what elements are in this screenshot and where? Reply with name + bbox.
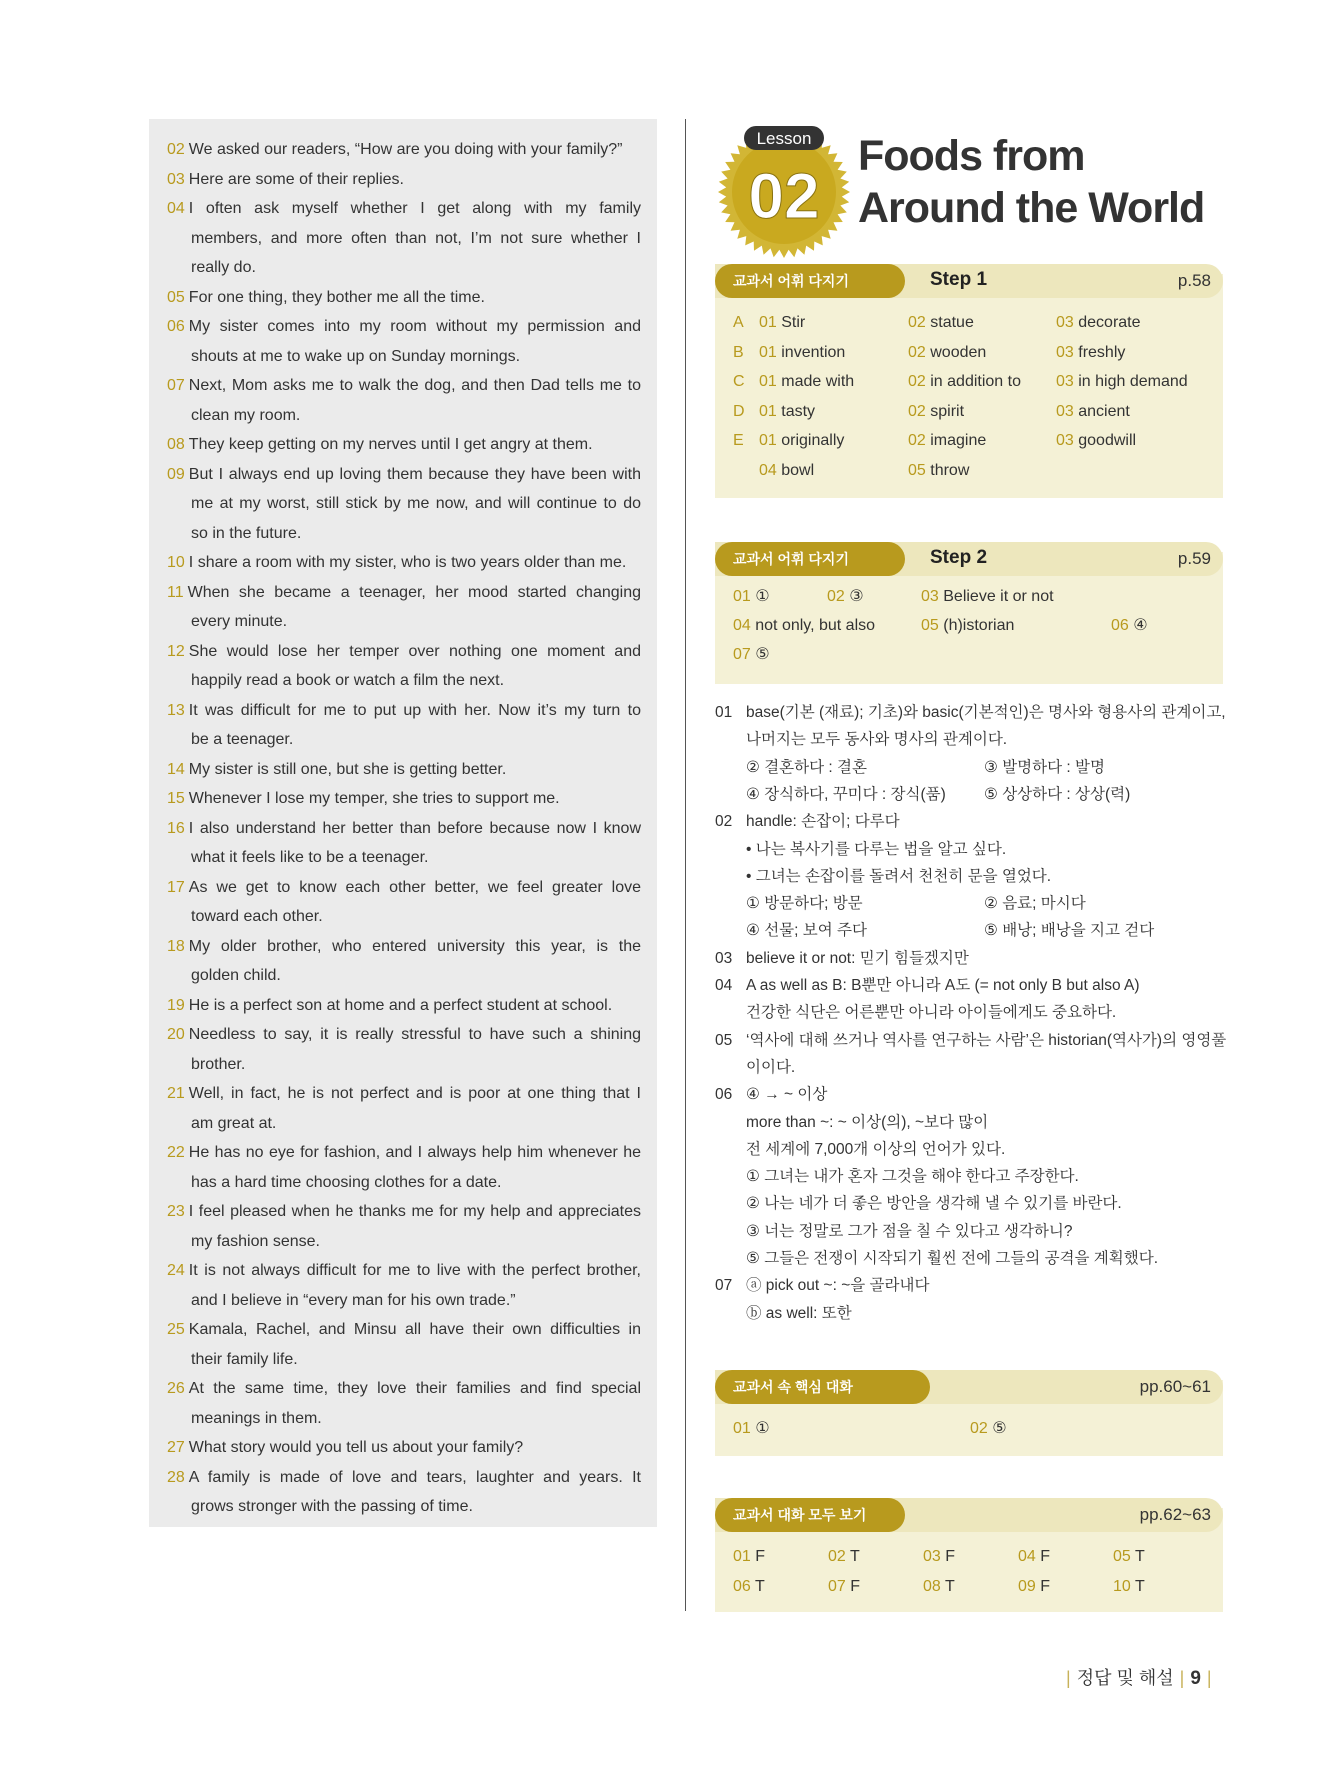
answer-text: ① bbox=[755, 588, 770, 605]
explanation-text: ⓐ pick out ~: ~을 골라내다 bbox=[746, 1277, 930, 1295]
dialog-line bbox=[191, 1290, 641, 1312]
dialog-line bbox=[167, 995, 641, 1017]
dialog-line bbox=[191, 847, 641, 869]
answer-number: 07 bbox=[733, 646, 751, 663]
lesson-number: 02 bbox=[748, 160, 820, 232]
answer-number: 02 bbox=[908, 432, 926, 449]
dialog-line bbox=[167, 1201, 641, 1223]
explanation-text: ① 그녀는 내가 혼자 그것을 해야 한다고 주장한다. bbox=[746, 1168, 1079, 1186]
answer-text: ③ bbox=[849, 588, 864, 605]
dialog-line bbox=[167, 759, 641, 781]
explanation-text: ② 음료; 마시다 bbox=[984, 895, 1086, 913]
answer-number: 07 bbox=[828, 1577, 846, 1595]
dialog-line bbox=[167, 1467, 641, 1489]
step2-title: Step 2 bbox=[930, 547, 988, 568]
line-text: I often ask myself whether I get along with my family bbox=[188, 200, 641, 217]
dialog-line bbox=[167, 464, 641, 486]
lesson-title-line2: Around the World bbox=[858, 184, 1205, 232]
line-text: He is a perfect son at home and a perfect student at school. bbox=[188, 996, 613, 1014]
answer-text: F bbox=[1040, 1577, 1051, 1595]
line-number: 09 bbox=[167, 465, 185, 483]
core-dialog-header bbox=[715, 1370, 1223, 1404]
line-text: brother. bbox=[191, 1055, 246, 1073]
line-text: am great at. bbox=[191, 1114, 277, 1132]
answer-number: 01 bbox=[759, 402, 777, 420]
answer-item bbox=[921, 615, 1014, 637]
answer-number: 02 bbox=[970, 1420, 988, 1437]
explanation-number: 06 bbox=[715, 1086, 733, 1104]
dialog-line bbox=[167, 375, 641, 397]
answer-text: wooden bbox=[930, 343, 987, 361]
line-text: He has no eye for fashion, and I always help him whenever he bbox=[188, 1144, 641, 1161]
line-text: My sister is still one, but she is getting better. bbox=[188, 760, 507, 778]
dialog-line bbox=[167, 582, 641, 604]
answer-number: 02 bbox=[908, 373, 926, 390]
answer-text: statue bbox=[930, 314, 974, 331]
explanation-number: 07 bbox=[715, 1277, 733, 1295]
explanation-text: ⑤ 상상하다 : 상상(력) bbox=[984, 785, 1131, 803]
dialog-line bbox=[167, 1437, 641, 1459]
line-text: My sister comes into my room without my permission and bbox=[188, 318, 641, 335]
lesson-badge bbox=[714, 120, 854, 260]
dialog-line bbox=[191, 965, 641, 987]
explanation-number: 04 bbox=[715, 977, 733, 994]
explanation-text: 전 세계에 7,000개 이상의 언어가 있다. bbox=[746, 1140, 1006, 1158]
answer-number: 05 bbox=[921, 617, 939, 634]
explanation-number: 02 bbox=[715, 813, 733, 831]
line-text: members, and more often than not, I’m not sure whether I bbox=[191, 229, 641, 247]
answer-item bbox=[908, 430, 986, 452]
explanation-text: more than ~: ~ 이상(의), ~보다 많이 bbox=[746, 1113, 989, 1131]
dialog-line bbox=[191, 1231, 641, 1253]
step1-page: p.58 bbox=[1177, 271, 1211, 290]
all-dialog-header bbox=[715, 1498, 1223, 1532]
line-number: 20 bbox=[167, 1026, 185, 1043]
row-letter: D bbox=[733, 402, 745, 420]
answer-item bbox=[733, 1418, 770, 1440]
dialog-line bbox=[191, 257, 641, 279]
line-number: 15 bbox=[167, 790, 185, 807]
line-number: 19 bbox=[167, 996, 185, 1014]
explanation-text: 이이다. bbox=[746, 1058, 796, 1076]
line-text: be a teenager. bbox=[191, 731, 294, 748]
explanation-text: • 그녀는 손잡이를 돌려서 천천히 문을 열었다. bbox=[746, 867, 1052, 885]
answer-text: freshly bbox=[1078, 343, 1126, 361]
line-number: 26 bbox=[167, 1380, 185, 1397]
explanation-text: 건강한 식단은 어른뿐만 아니라 아이들에게도 중요하다. bbox=[746, 1004, 1117, 1022]
answer-item bbox=[1113, 1546, 1145, 1568]
answer-item bbox=[828, 1546, 860, 1568]
answer-item bbox=[759, 460, 814, 482]
explanation-text: ② 나는 네가 더 좋은 방안을 생각해 낼 수 있기를 바란다. bbox=[746, 1195, 1122, 1213]
answer-item bbox=[759, 342, 845, 364]
page-footer: | 정답 및 해설 | 9 | bbox=[1066, 1668, 1212, 1689]
answer-item bbox=[908, 342, 986, 364]
answer-number: 04 bbox=[1018, 1548, 1036, 1565]
dialog-line bbox=[167, 1083, 641, 1105]
explanation-text: ‘역사에 대해 쓰거나 역사를 연구하는 사람’은 historian(역사가)의 영영풀 bbox=[746, 1031, 1227, 1049]
answer-item bbox=[759, 371, 854, 393]
answer-number: 01 bbox=[733, 1548, 751, 1565]
answer-text: F bbox=[755, 1548, 766, 1565]
step1-title: Step 1 bbox=[930, 269, 988, 290]
answer-item bbox=[759, 430, 844, 452]
answer-item bbox=[923, 1546, 955, 1568]
answer-number: 01 bbox=[733, 1420, 751, 1437]
line-text: clean my room. bbox=[191, 406, 301, 424]
answer-number: 06 bbox=[1111, 617, 1129, 634]
answer-item bbox=[921, 586, 1054, 608]
line-number: 05 bbox=[167, 288, 185, 306]
answer-number: 03 bbox=[923, 1548, 941, 1565]
dialog-text-panel bbox=[149, 119, 657, 1527]
answer-item bbox=[733, 586, 770, 608]
dialog-line bbox=[167, 818, 641, 840]
explanation-text: A as well as B: B뿐만 아니라 A도 (= not only B but also A) bbox=[746, 977, 1140, 994]
answer-text: spirit bbox=[930, 402, 965, 420]
dialog-line bbox=[167, 287, 641, 309]
all-dialog-label: 교과서 대화 모두 보기 bbox=[715, 1498, 905, 1532]
answer-item bbox=[827, 586, 864, 608]
step1-answer-box bbox=[715, 274, 1223, 498]
explanation-text: ② 결혼하다 : 결혼 bbox=[746, 758, 867, 776]
step2-label: 교과서 어휘 다지기 bbox=[715, 542, 905, 576]
answer-text: in addition to bbox=[930, 373, 1021, 390]
line-text: and I believe in “every man for his own trade.” bbox=[191, 1291, 516, 1309]
core-dialog-label: 교과서 속 핵심 대화 bbox=[715, 1370, 930, 1404]
answer-text: F bbox=[850, 1577, 861, 1595]
explanation-text: base(기본 (재료); 기초)와 basic(기본적인)은 명사와 형용사의 관계이고, bbox=[746, 704, 1226, 721]
answer-item bbox=[759, 401, 815, 423]
answer-number: 03 bbox=[1056, 373, 1074, 390]
dialog-line bbox=[167, 700, 641, 722]
line-number: 11 bbox=[167, 583, 184, 601]
answer-number: 05 bbox=[908, 461, 926, 479]
line-number: 16 bbox=[167, 819, 185, 837]
explanation-number: 01 bbox=[715, 704, 733, 721]
dialog-line bbox=[191, 346, 641, 368]
explanation-text: believe it or not: 믿기 힘들겠지만 bbox=[746, 949, 969, 967]
answer-text: ⑤ bbox=[992, 1420, 1007, 1437]
line-number: 17 bbox=[167, 878, 185, 896]
line-number: 24 bbox=[167, 1262, 185, 1279]
line-text: me at my worst, still stick by me now, and will continue to do bbox=[191, 495, 641, 512]
line-number: 22 bbox=[167, 1144, 185, 1161]
answer-item bbox=[1113, 1576, 1145, 1598]
line-text: what it feels like to be a teenager. bbox=[191, 849, 429, 866]
line-number: 08 bbox=[167, 436, 185, 453]
page-number: 9 bbox=[1190, 1668, 1201, 1689]
answer-item bbox=[908, 460, 969, 482]
line-number: 21 bbox=[167, 1085, 185, 1102]
line-number: 28 bbox=[167, 1468, 185, 1486]
answer-text: ① bbox=[755, 1420, 770, 1437]
line-text: I feel pleased when he thanks me for my help and appreciates bbox=[188, 1203, 641, 1220]
line-text: every minute. bbox=[191, 613, 288, 630]
answer-text: T bbox=[754, 1577, 765, 1595]
dialog-line bbox=[167, 641, 641, 663]
explanation-text: handle: 손잡이; 다루다 bbox=[746, 813, 900, 831]
answer-item bbox=[1018, 1576, 1050, 1598]
line-text: Needless to say, it is really stressful to have such a shining bbox=[188, 1026, 641, 1043]
dialog-line bbox=[191, 906, 641, 928]
answer-text: invention bbox=[781, 343, 846, 361]
answer-number: 01 bbox=[759, 314, 777, 331]
line-text: I share a room with my sister, who is two years older than me. bbox=[188, 554, 627, 571]
answer-text: imagine bbox=[930, 432, 987, 449]
answer-text: originally bbox=[781, 432, 845, 449]
answer-text: F bbox=[945, 1548, 956, 1565]
line-number: 03 bbox=[167, 170, 185, 188]
dialog-line bbox=[167, 434, 641, 456]
line-text: grows stronger with the passing of time. bbox=[191, 1498, 473, 1515]
line-text: But I always end up loving them because they have been with bbox=[188, 465, 641, 483]
line-text: Here are some of their replies. bbox=[188, 170, 404, 188]
lesson-word: Lesson bbox=[756, 129, 812, 148]
answer-text: made with bbox=[781, 373, 855, 390]
lesson-title bbox=[858, 130, 1204, 234]
dialog-line bbox=[167, 1260, 641, 1282]
dialog-line bbox=[167, 936, 641, 958]
line-text: my fashion sense. bbox=[191, 1232, 320, 1250]
answer-number: 06 bbox=[733, 1577, 751, 1595]
explanation-text: 나머지는 모두 동사와 명사의 관계이다. bbox=[746, 731, 1008, 749]
line-number: 13 bbox=[167, 701, 185, 719]
line-text: What story would you tell us about your family? bbox=[188, 1439, 524, 1456]
answer-text: F bbox=[1040, 1548, 1051, 1565]
line-text: My older brother, who entered university this year, is the bbox=[188, 937, 641, 955]
line-text: toward each other. bbox=[191, 908, 323, 925]
line-text: It is not always difficult for me to live with the perfect brother, bbox=[188, 1262, 641, 1279]
answer-text: Believe it or not bbox=[943, 588, 1054, 605]
line-number: 25 bbox=[167, 1321, 185, 1338]
dialog-line bbox=[191, 523, 641, 545]
line-text: At the same time, they love their families and find special bbox=[188, 1380, 641, 1397]
answer-item bbox=[1056, 430, 1136, 452]
line-number: 06 bbox=[167, 318, 185, 335]
answer-number: 01 bbox=[733, 588, 751, 605]
explanation-text: ⑤ 그들은 전쟁이 시작되기 훨씬 전에 그들의 공격을 계획했다. bbox=[746, 1250, 1159, 1267]
answer-item bbox=[733, 1546, 765, 1568]
answer-number: 01 bbox=[759, 432, 777, 449]
line-number: 10 bbox=[167, 554, 185, 571]
answer-item bbox=[1056, 342, 1125, 364]
answer-item bbox=[733, 644, 770, 666]
answer-number: 04 bbox=[759, 461, 777, 479]
line-text: meanings in them. bbox=[191, 1409, 322, 1427]
step2-page: p.59 bbox=[1177, 549, 1211, 568]
row-letter: E bbox=[733, 432, 744, 449]
dialog-line bbox=[167, 1024, 641, 1046]
answer-text: (h)istorian bbox=[943, 617, 1015, 634]
dialog-line bbox=[191, 1496, 641, 1518]
dialog-line bbox=[167, 1142, 641, 1164]
answer-text: ancient bbox=[1078, 402, 1130, 420]
answer-item bbox=[908, 371, 1021, 393]
dialog-line bbox=[191, 670, 641, 692]
core-dialog-page: pp.60~61 bbox=[1139, 1377, 1211, 1396]
answer-number: 01 bbox=[759, 343, 777, 361]
answer-text: T bbox=[944, 1577, 955, 1595]
answer-item bbox=[908, 312, 974, 334]
line-text: golden child. bbox=[191, 967, 281, 984]
line-text: their family life. bbox=[191, 1350, 298, 1368]
explanation-number: 03 bbox=[715, 949, 733, 967]
answer-item bbox=[733, 615, 875, 637]
dialog-line bbox=[167, 1319, 641, 1341]
line-text: so in the future. bbox=[191, 524, 302, 542]
answer-number: 01 bbox=[759, 373, 777, 390]
all-dialog-page: pp.62~63 bbox=[1139, 1505, 1211, 1524]
line-text: As we get to know each other better, we feel greater love bbox=[188, 878, 641, 896]
dialog-line bbox=[191, 1408, 641, 1430]
dialog-line bbox=[167, 169, 641, 191]
answer-number: 04 bbox=[733, 617, 751, 634]
dialog-line bbox=[191, 405, 641, 427]
footer-section-label: 정답 및 해설 bbox=[1076, 1668, 1174, 1688]
answer-item bbox=[828, 1576, 860, 1598]
dialog-line bbox=[191, 611, 641, 633]
answer-item bbox=[1111, 615, 1148, 637]
answer-text: bowl bbox=[781, 461, 815, 479]
dialog-line bbox=[191, 1054, 641, 1076]
answer-number: 02 bbox=[908, 314, 926, 331]
answer-text: in high demand bbox=[1078, 373, 1188, 390]
explanation-text: ③ 발명하다 : 발명 bbox=[984, 758, 1105, 776]
dialog-line bbox=[167, 1378, 641, 1400]
dialog-line bbox=[191, 1349, 641, 1371]
answer-item bbox=[908, 401, 964, 423]
answer-text: Stir bbox=[781, 314, 806, 331]
line-text: Well, in fact, he is not perfect and is poor at one thing that I bbox=[188, 1085, 641, 1102]
line-number: 27 bbox=[167, 1439, 185, 1456]
line-text: We asked our readers, “How are you doing with your family?” bbox=[188, 141, 623, 158]
row-letter: B bbox=[733, 343, 744, 361]
line-text: happily read a book or watch a film the next. bbox=[191, 672, 505, 689]
line-text: Next, Mom asks me to walk the dog, and then Dad tells me to bbox=[188, 377, 641, 394]
answer-item bbox=[1056, 312, 1141, 334]
explanation-text: ⓑ as well: 또한 bbox=[746, 1304, 852, 1322]
line-text: has a hard time choosing clothes for a date. bbox=[191, 1173, 502, 1191]
line-text: She would lose her temper over nothing one moment and bbox=[188, 642, 641, 660]
dialog-line bbox=[191, 1172, 641, 1194]
answer-item bbox=[923, 1576, 955, 1598]
answer-number: 02 bbox=[828, 1548, 846, 1565]
dialog-line bbox=[167, 316, 641, 338]
line-text: Kamala, Rachel, and Minsu all have their own difficulties in bbox=[188, 1321, 641, 1338]
explanation-text: ⑤ 배낭; 배낭을 지고 걷다 bbox=[984, 922, 1155, 940]
dialog-line bbox=[191, 729, 641, 751]
line-text: Whenever I lose my temper, she tries to support me. bbox=[188, 790, 560, 807]
answer-text: tasty bbox=[781, 402, 816, 420]
answer-text: goodwill bbox=[1078, 432, 1137, 449]
dialog-line bbox=[191, 228, 641, 250]
explanation-text: ④ 장식하다, 꾸미다 : 장식(품) bbox=[746, 785, 946, 803]
answer-text: T bbox=[1134, 1548, 1145, 1565]
line-number: 07 bbox=[167, 377, 185, 394]
answer-item bbox=[1018, 1546, 1050, 1568]
line-number: 23 bbox=[167, 1203, 185, 1220]
line-number: 04 bbox=[167, 200, 185, 217]
line-number: 12 bbox=[167, 642, 185, 660]
answer-text: not only, but also bbox=[755, 617, 876, 634]
line-text: They keep getting on my nerves until I get angry at them. bbox=[188, 436, 593, 453]
answer-item bbox=[1056, 401, 1130, 423]
answer-item bbox=[1056, 371, 1188, 393]
dialog-line bbox=[167, 139, 641, 161]
answer-number: 10 bbox=[1113, 1577, 1131, 1595]
dialog-line bbox=[191, 1113, 641, 1135]
line-text: For one thing, they bother me all the time. bbox=[188, 288, 485, 306]
step2-header bbox=[715, 542, 1223, 576]
dialog-line bbox=[167, 877, 641, 899]
answer-number: 08 bbox=[923, 1577, 941, 1595]
explanation-text: • 나는 복사기를 다루는 법을 알고 싶다. bbox=[746, 840, 1007, 858]
line-number: 18 bbox=[167, 937, 185, 955]
answer-number: 05 bbox=[1113, 1548, 1131, 1565]
row-letter: A bbox=[733, 314, 744, 331]
answer-number: 03 bbox=[1056, 432, 1074, 449]
dialog-line bbox=[167, 788, 641, 810]
line-text: When she became a teenager, her mood started changing bbox=[187, 583, 641, 601]
step1-label: 교과서 어휘 다지기 bbox=[715, 264, 905, 298]
answer-text: T bbox=[849, 1548, 860, 1565]
answer-number: 02 bbox=[908, 402, 926, 420]
answer-number: 02 bbox=[827, 588, 845, 605]
answer-number: 03 bbox=[1056, 314, 1074, 331]
line-number: 02 bbox=[167, 141, 185, 158]
line-text: A family is made of love and tears, laughter and years. It bbox=[188, 1468, 641, 1486]
dialog-line bbox=[167, 198, 641, 220]
answer-number: 02 bbox=[908, 343, 926, 361]
explanation-number: 05 bbox=[715, 1031, 733, 1049]
line-text: shouts at me to wake up on Sunday mornings. bbox=[191, 347, 521, 365]
step1-header bbox=[715, 264, 1223, 298]
explanation-text: ④ → ~ 이상 bbox=[746, 1086, 828, 1104]
dialog-line bbox=[167, 552, 641, 574]
answer-text: decorate bbox=[1078, 314, 1141, 331]
answer-number: 03 bbox=[1056, 402, 1074, 420]
line-text: really do. bbox=[191, 259, 256, 276]
line-text: It was difficult for me to put up with her. Now it’s my turn to bbox=[188, 701, 641, 719]
line-number: 14 bbox=[167, 760, 185, 778]
answer-text: ④ bbox=[1133, 617, 1148, 634]
explanation-text: ④ 선물; 보여 주다 bbox=[746, 922, 867, 940]
answer-text: ⑤ bbox=[755, 646, 770, 663]
explanation-text: ③ 너는 정말로 그가 점을 칠 수 있다고 생각하니? bbox=[746, 1222, 1073, 1240]
lesson-title-line1: Foods from bbox=[858, 132, 1085, 180]
explanation-text: ① 방문하다; 방문 bbox=[746, 895, 863, 913]
row-letter: C bbox=[733, 373, 745, 390]
answer-number: 03 bbox=[1056, 343, 1074, 361]
answer-number: 09 bbox=[1018, 1577, 1036, 1595]
answer-text: throw bbox=[930, 461, 970, 479]
answer-item bbox=[733, 1576, 765, 1598]
answer-number: 03 bbox=[921, 588, 939, 605]
dialog-line bbox=[191, 493, 641, 515]
answer-text: T bbox=[1134, 1577, 1145, 1595]
line-text: I also understand her better than before because now I know bbox=[188, 819, 641, 837]
column-divider bbox=[685, 119, 686, 1611]
answer-item bbox=[759, 312, 805, 334]
answer-item bbox=[970, 1418, 1007, 1440]
